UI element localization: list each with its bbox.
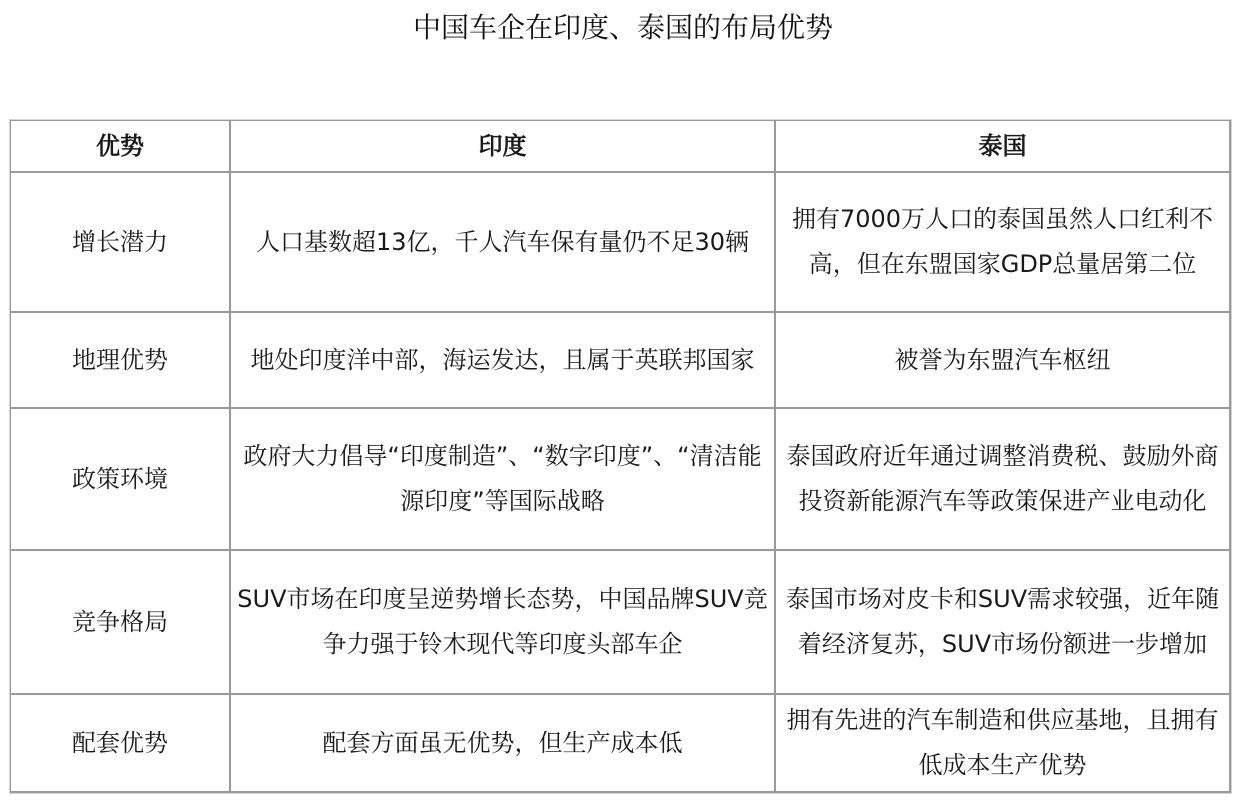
thailand-cell: 泰国政府近年通过调整消费税、鼓励外商投资新能源汽车等政策保进产业电动化 (776, 409, 1231, 551)
table-row (11, 551, 1231, 695)
row-label: 政策环境 (11, 409, 231, 551)
thailand-cell: 被誉为东盟汽车枢纽 (776, 313, 1231, 409)
page-title: 中国车企在印度、泰国的布局优势 (412, 11, 833, 44)
comparison-table (10, 120, 1231, 793)
india-cell: 配套方面虽无优势，但生产成本低 (231, 695, 776, 793)
india-cell: SUV市场在印度呈逆势增长态势，中国品牌SUV竞争力强于铃木现代等印度头部车企 (231, 551, 776, 695)
row-label: 竞争格局 (11, 551, 231, 695)
india-cell: 人口基数超13亿，千人汽车保有量仍不足30辆 (231, 173, 776, 313)
row-label: 配套优势 (11, 695, 231, 793)
india-cell: 地处印度洋中部，海运发达，且属于英联邦国家 (231, 313, 776, 409)
table-row (11, 695, 1231, 793)
thailand-cell: 拥有7000万人口的泰国虽然人口红利不高，但在东盟国家GDP总量居第二位 (776, 173, 1231, 313)
table-row (11, 173, 1231, 313)
row-label: 增长潜力 (11, 173, 231, 313)
header-thailand: 泰国 (776, 121, 1231, 173)
table-header-row (11, 121, 1231, 173)
row-label: 地理优势 (11, 313, 231, 409)
thailand-cell: 泰国市场对皮卡和SUV需求较强，近年随着经济复苏，SUV市场份额进一步增加 (776, 551, 1231, 695)
header-india: 印度 (231, 121, 776, 173)
thailand-cell: 拥有先进的汽车制造和供应基地，且拥有低成本生产优势 (776, 695, 1231, 793)
india-cell: 政府大力倡导“印度制造”、“数字印度”、“清洁能源印度”等国际战略 (231, 409, 776, 551)
table-row (11, 313, 1231, 409)
header-advantage: 优势 (11, 121, 231, 173)
table-row (11, 409, 1231, 551)
